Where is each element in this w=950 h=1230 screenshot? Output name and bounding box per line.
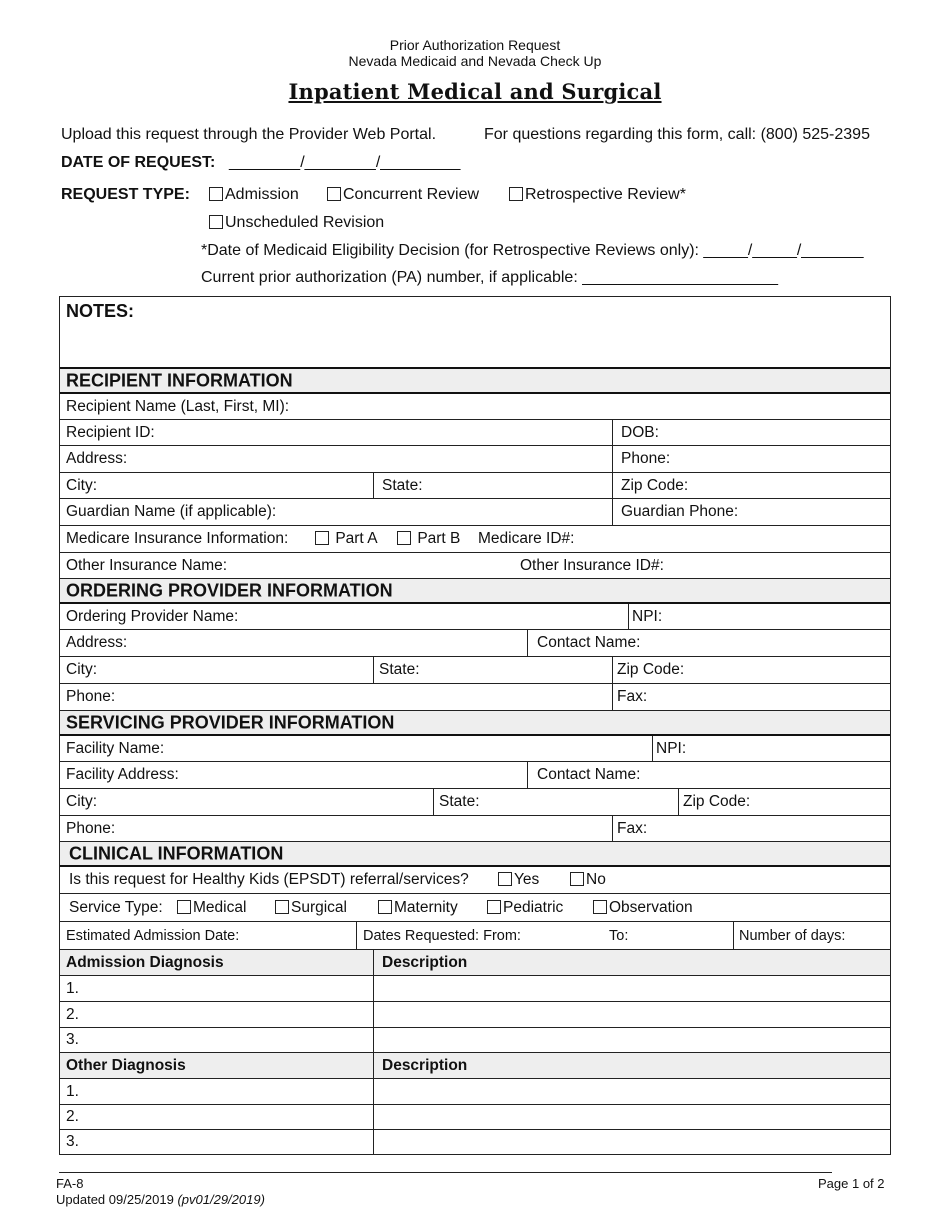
page-number: Page 1 of 2 bbox=[818, 1176, 885, 1191]
option-observation[interactable] bbox=[593, 899, 693, 917]
other-diagnosis-row[interactable] bbox=[60, 1130, 890, 1154]
checkbox-yes[interactable] bbox=[498, 872, 512, 886]
zip-label: Zip Code: bbox=[617, 661, 685, 678]
medicare-id-label: Medicare ID#: bbox=[478, 530, 575, 547]
option-part-b[interactable] bbox=[397, 530, 460, 548]
header-line-2: Nevada Medicaid and Nevada Check Up bbox=[348, 53, 602, 69]
admission-diagnosis-header bbox=[60, 950, 890, 976]
option-medical[interactable] bbox=[177, 899, 246, 917]
divider bbox=[373, 473, 374, 498]
healthy-kids-question: Is this request for Healthy Kids (EPSDT) referral/services? bbox=[69, 871, 469, 888]
option-label: Surgical bbox=[291, 898, 347, 916]
description-label: Description bbox=[382, 953, 468, 971]
recipient-id-label: Recipient ID: bbox=[66, 423, 155, 441]
fax-label: Fax: bbox=[617, 688, 648, 705]
npi-label: NPI: bbox=[632, 607, 663, 625]
checkbox-unscheduled-revision[interactable] bbox=[209, 215, 223, 229]
questions-phone: For questions regarding this form, call: (800) 525-2395 bbox=[484, 126, 870, 143]
checkbox-part-b[interactable] bbox=[397, 531, 411, 545]
option-label: Part B bbox=[417, 530, 461, 547]
other-diagnosis-label: Other Diagnosis bbox=[66, 1056, 186, 1074]
ordering-section-header bbox=[60, 579, 890, 604]
option-concurrent-review[interactable] bbox=[327, 186, 479, 204]
option-no[interactable] bbox=[570, 871, 606, 889]
description-label: Description bbox=[382, 1056, 468, 1074]
ordering-city-row[interactable] bbox=[60, 657, 890, 684]
divider bbox=[373, 950, 374, 975]
medicare-row[interactable] bbox=[60, 526, 890, 553]
ordering-provider-name-label: Ordering Provider Name: bbox=[66, 607, 239, 625]
estimated-admission-label: Estimated Admission Date: bbox=[66, 927, 240, 944]
option-retrospective-review[interactable] bbox=[509, 186, 686, 204]
ordering-name-row[interactable] bbox=[60, 604, 890, 630]
admission-diagnosis-row[interactable] bbox=[60, 1002, 890, 1028]
divider bbox=[612, 816, 613, 841]
option-pediatric[interactable] bbox=[487, 899, 563, 917]
date-of-request-field[interactable]: ________/________/_________ bbox=[229, 154, 461, 171]
guardian-name-label: Guardian Name (if applicable): bbox=[66, 503, 277, 520]
checkbox-admission[interactable] bbox=[209, 187, 223, 201]
zip-label: Zip Code: bbox=[683, 793, 751, 810]
divider bbox=[373, 1079, 374, 1104]
divider bbox=[527, 762, 528, 788]
form-title: Inpatient Medical and Surgical bbox=[288, 79, 662, 104]
divider bbox=[527, 630, 528, 656]
recipient-name-row[interactable] bbox=[60, 394, 890, 420]
zip-label: Zip Code: bbox=[621, 476, 689, 494]
phone-label: Phone: bbox=[66, 819, 116, 837]
divider bbox=[433, 789, 434, 815]
other-diagnosis-row[interactable] bbox=[60, 1105, 890, 1130]
option-unscheduled-revision[interactable] bbox=[209, 214, 384, 232]
dob-label: DOB: bbox=[621, 423, 659, 441]
other-insurance-name-label: Other Insurance Name: bbox=[66, 556, 228, 574]
healthy-kids-row[interactable] bbox=[60, 867, 890, 894]
divider bbox=[373, 1130, 374, 1154]
facility-address-label: Facility Address: bbox=[66, 766, 179, 783]
option-label: Retrospective Review* bbox=[525, 186, 686, 203]
pa-number-field[interactable]: Current prior authorization (PA) number, if applicable: ______________________ bbox=[201, 269, 778, 286]
recipient-city-row[interactable] bbox=[60, 473, 890, 499]
section-title: ORDERING PROVIDER INFORMATION bbox=[66, 580, 393, 600]
divider bbox=[612, 420, 613, 445]
recipient-address-row[interactable] bbox=[60, 446, 890, 473]
guardian-row[interactable] bbox=[60, 499, 890, 526]
checkbox-observation[interactable] bbox=[593, 900, 607, 914]
version-text: (pv01/29/2019) bbox=[177, 1192, 265, 1207]
option-label: Yes bbox=[514, 871, 540, 888]
medicare-label: Medicare Insurance Information: bbox=[66, 530, 289, 547]
updated-text: Updated 09/25/2019 bbox=[56, 1192, 174, 1207]
divider bbox=[373, 1028, 374, 1052]
servicing-phone-row[interactable] bbox=[60, 816, 890, 842]
state-label: State: bbox=[439, 793, 480, 810]
option-label: Pediatric bbox=[503, 898, 564, 916]
option-label: Maternity bbox=[394, 898, 458, 916]
city-label: City: bbox=[66, 476, 97, 494]
checkbox-retrospective-review[interactable] bbox=[509, 187, 523, 201]
admission-dates-row[interactable] bbox=[60, 922, 890, 950]
checkbox-no[interactable] bbox=[570, 872, 584, 886]
facility-name-label: Facility Name: bbox=[66, 739, 165, 757]
updated-date bbox=[56, 1192, 265, 1207]
row-number: 2. bbox=[66, 1108, 79, 1125]
state-label: State: bbox=[379, 661, 420, 678]
dates-from-label: Dates Requested: From: bbox=[363, 927, 521, 944]
guardian-phone-label: Guardian Phone: bbox=[621, 503, 739, 520]
divider bbox=[612, 499, 613, 525]
section-title: RECIPIENT INFORMATION bbox=[66, 370, 293, 390]
row-number: 3. bbox=[66, 1133, 79, 1150]
admission-diagnosis-row[interactable] bbox=[60, 1028, 890, 1053]
request-form-table bbox=[59, 296, 891, 1155]
upload-instruction: Upload this request through the Provider Web Portal. bbox=[61, 126, 437, 143]
option-label: Concurrent Review bbox=[343, 186, 480, 203]
recipient-name-label: Recipient Name (Last, First, MI): bbox=[66, 397, 290, 415]
divider bbox=[373, 657, 374, 683]
section-title: CLINICAL INFORMATION bbox=[69, 843, 284, 863]
option-admission[interactable] bbox=[209, 186, 299, 204]
state-label: State: bbox=[382, 476, 423, 494]
divider bbox=[612, 473, 613, 498]
divider bbox=[373, 1053, 374, 1078]
checkbox-pediatric[interactable] bbox=[487, 900, 501, 914]
request-type-label: REQUEST TYPE: bbox=[61, 186, 190, 203]
other-insurance-row[interactable] bbox=[60, 553, 890, 579]
date-of-request-label: DATE OF REQUEST: bbox=[61, 154, 216, 171]
phone-label: Phone: bbox=[66, 688, 116, 705]
contact-name-label: Contact Name: bbox=[537, 634, 641, 651]
divider bbox=[612, 684, 613, 710]
option-label: Admission bbox=[225, 186, 299, 203]
divider bbox=[373, 976, 374, 1001]
divider bbox=[612, 446, 613, 472]
option-label: Medical bbox=[193, 898, 247, 916]
row-number: 1. bbox=[66, 1082, 79, 1100]
facility-address-row[interactable] bbox=[60, 762, 890, 789]
admission-diagnosis-label: Admission Diagnosis bbox=[66, 953, 224, 971]
other-diagnosis-row[interactable] bbox=[60, 1079, 890, 1105]
option-label: Unscheduled Revision bbox=[225, 214, 385, 231]
divider bbox=[356, 922, 357, 949]
checkbox-surgical[interactable] bbox=[275, 900, 289, 914]
servicing-city-row[interactable] bbox=[60, 789, 890, 816]
option-label: No bbox=[586, 871, 606, 888]
recipient-id-row[interactable] bbox=[60, 420, 890, 446]
header-line-1: Prior Authorization Request bbox=[389, 37, 561, 53]
option-label: Part A bbox=[335, 530, 378, 547]
phone-label: Phone: bbox=[621, 450, 671, 467]
checkbox-medical[interactable] bbox=[177, 900, 191, 914]
divider bbox=[733, 922, 734, 949]
admission-diagnosis-row[interactable] bbox=[60, 976, 890, 1002]
checkbox-part-a[interactable] bbox=[315, 531, 329, 545]
option-maternity[interactable] bbox=[378, 899, 458, 917]
clinical-section-header bbox=[60, 842, 890, 867]
notes-label: NOTES: bbox=[66, 301, 135, 321]
contact-name-label: Contact Name: bbox=[537, 766, 641, 783]
footer-divider bbox=[59, 1172, 832, 1173]
divider bbox=[628, 604, 629, 629]
notes-box[interactable] bbox=[60, 297, 890, 369]
checkbox-concurrent-review[interactable] bbox=[327, 187, 341, 201]
address-label: Address: bbox=[66, 634, 128, 651]
form-id: FA-8 bbox=[56, 1176, 84, 1191]
dates-to-label: To: bbox=[609, 927, 629, 944]
divider bbox=[652, 736, 653, 761]
ordering-phone-row[interactable] bbox=[60, 684, 890, 711]
npi-label: NPI: bbox=[656, 739, 687, 757]
other-insurance-id-label: Other Insurance ID#: bbox=[520, 556, 664, 574]
divider bbox=[612, 657, 613, 683]
facility-name-row[interactable] bbox=[60, 736, 890, 762]
option-yes[interactable] bbox=[498, 871, 539, 889]
other-diagnosis-header bbox=[60, 1053, 890, 1079]
recipient-section-header bbox=[60, 369, 890, 394]
city-label: City: bbox=[66, 793, 97, 810]
eligibility-date-field[interactable]: *Date of Medicaid Eligibility Decision (for Retrospective Reviews only): _____/_____/_______ bbox=[201, 242, 864, 259]
section-title: SERVICING PROVIDER INFORMATION bbox=[66, 712, 395, 732]
ordering-address-row[interactable] bbox=[60, 630, 890, 657]
divider bbox=[373, 1002, 374, 1027]
option-part-a[interactable] bbox=[315, 530, 378, 548]
checkbox-maternity[interactable] bbox=[378, 900, 392, 914]
row-number: 3. bbox=[66, 1031, 79, 1048]
service-type-row[interactable] bbox=[60, 894, 890, 922]
option-surgical[interactable] bbox=[275, 899, 347, 917]
fax-label: Fax: bbox=[617, 819, 648, 837]
option-label: Observation bbox=[609, 898, 693, 916]
service-type-label: Service Type: bbox=[69, 898, 163, 916]
row-number: 2. bbox=[66, 1005, 79, 1023]
city-label: City: bbox=[66, 661, 97, 678]
divider bbox=[373, 1105, 374, 1129]
address-label: Address: bbox=[66, 450, 128, 467]
row-number: 1. bbox=[66, 979, 79, 997]
divider bbox=[678, 789, 679, 815]
number-of-days-label: Number of days: bbox=[739, 927, 846, 944]
servicing-section-header bbox=[60, 711, 890, 736]
